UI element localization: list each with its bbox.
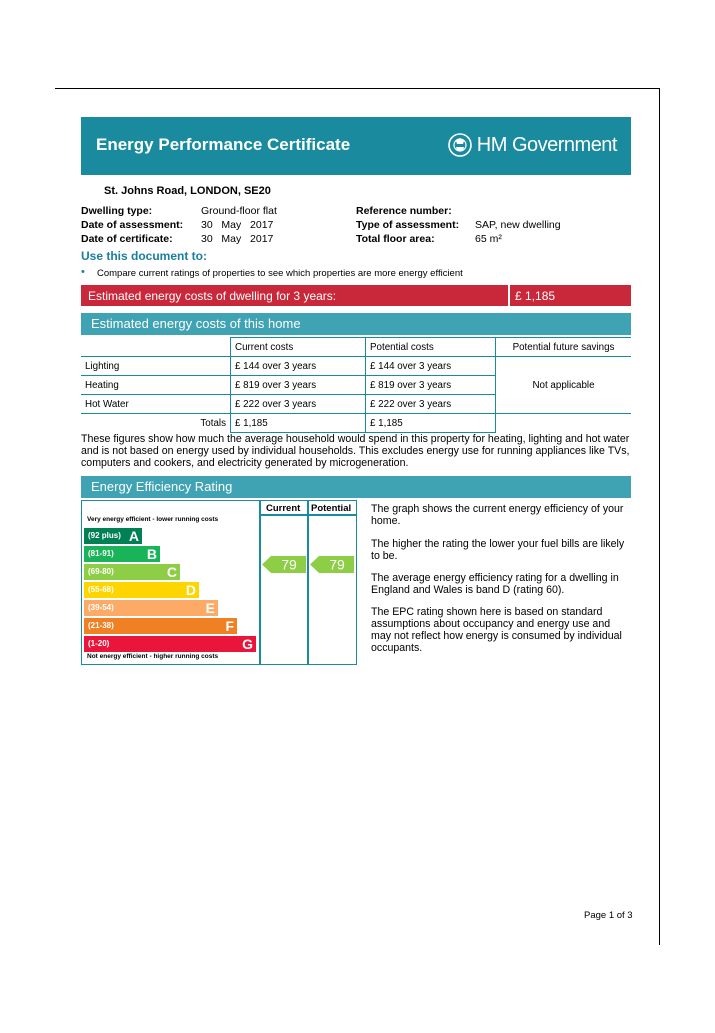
inefficient-caption: Not energy efficient - higher running costs [87, 653, 219, 660]
band-range: (39-54) [88, 603, 114, 612]
table-header-cell: Potential costs [366, 338, 496, 357]
rating-band-b [84, 546, 160, 562]
graph-note: The EPC rating shown here is based on standard assumptions about occupancy and energy use and may not reflect how energy is consumed by individual occupants. [371, 606, 622, 654]
row-current: £ 222 over 3 years [231, 395, 366, 414]
band-letter: B [146, 546, 157, 562]
property-address: St. Johns Road, LONDON, SE20 [104, 185, 271, 197]
type-assessment-label: Type of assessment: [356, 219, 460, 231]
divider [307, 500, 309, 665]
band-range: (69-80) [88, 567, 114, 576]
reference-row [356, 205, 475, 217]
divider [259, 500, 261, 665]
totals-label: Totals [81, 414, 231, 433]
potential-column-header: Potential [311, 503, 352, 514]
logo-text: HM Government [476, 133, 617, 156]
royal-crest-icon [447, 132, 473, 158]
band-range: (55-68) [88, 585, 114, 594]
date-certificate-value: 30 May 2017 [201, 233, 274, 245]
totals-potential: £ 1,185 [366, 414, 496, 433]
divider [259, 514, 357, 516]
date-certificate-row [81, 233, 273, 245]
costs-table [81, 337, 631, 433]
certificate-title: Energy Performance Certificate [96, 135, 351, 154]
savings-cell: Not applicable [496, 357, 632, 414]
page-number: Page 1 of 3 [584, 910, 633, 921]
dwelling-type-label: Dwelling type: [81, 205, 153, 217]
floor-area-label: Total floor area: [356, 233, 435, 245]
empty-cell [496, 414, 632, 433]
band-letter: G [242, 636, 253, 652]
band-letter: F [225, 618, 234, 634]
hm-government-logo [447, 132, 617, 158]
table-header-cell: Potential future savings [496, 338, 632, 357]
row-potential: £ 819 over 3 years [366, 376, 496, 395]
rating-section-header [81, 476, 631, 498]
cost-banner-label: Estimated energy costs of dwelling for 3 years: [88, 289, 337, 303]
certificate-header [81, 117, 631, 175]
use-document-title: Use this document to: [81, 249, 208, 263]
rating-band-g [84, 636, 256, 652]
rating-band-f [84, 618, 237, 634]
row-potential: £ 144 over 3 years [366, 357, 496, 376]
graph-note: The average energy efficiency rating for a dwelling in England and Wales is band D (rating 60). [371, 572, 619, 596]
floor-area-value: 65 m² [475, 233, 502, 245]
row-current: £ 144 over 3 years [231, 357, 366, 376]
potential-rating-value: 79 [329, 556, 345, 573]
row-name: Hot Water [81, 395, 231, 414]
totals-current: £ 1,185 [231, 414, 366, 433]
use-document-bullet: Compare current ratings of properties to see which properties are more energy efficient [97, 268, 463, 279]
potential-rating-arrow [310, 556, 354, 573]
current-column-header: Current [266, 503, 301, 514]
totals-row [81, 414, 631, 433]
date-certificate-label: Date of certificate: [81, 233, 173, 245]
dwelling-type-row [81, 205, 277, 217]
row-potential: £ 222 over 3 years [366, 395, 496, 414]
cost-explanation: These figures show how much the average household would spend in this property for heating, lighting and hot water and is not based on energy used by individual households. This excludes energy use for running appliances like TVs, computers and cookers, and electricity generated by microgeneration. [81, 433, 630, 469]
bullet-icon: • [81, 266, 85, 278]
date-assessment-row [81, 219, 273, 231]
costs-section-header [81, 313, 631, 335]
current-rating-value: 79 [281, 556, 297, 573]
type-assessment-row [356, 219, 561, 231]
graph-note: The graph shows the current energy efficiency of your home. [371, 503, 624, 527]
divider [508, 285, 510, 306]
date-assessment-value: 30 May 2017 [201, 219, 274, 231]
rating-band-a [84, 528, 142, 544]
dwelling-type-value: Ground-floor flat [201, 205, 277, 217]
graph-note: The higher the rating the lower your fuel bills are likely to be. [371, 538, 625, 562]
row-name: Heating [81, 376, 231, 395]
rating-band-c [84, 564, 180, 580]
band-letter: C [166, 564, 177, 580]
date-assessment-label: Date of assessment: [81, 219, 184, 231]
table-header-cell [81, 338, 231, 357]
page-border [659, 88, 660, 945]
efficient-caption: Very energy efficient - lower running costs [87, 516, 219, 523]
estimated-cost-banner [81, 285, 631, 306]
band-range: (81-91) [88, 549, 114, 558]
band-letter: E [205, 600, 215, 616]
row-current: £ 819 over 3 years [231, 376, 366, 395]
table-header-row [81, 338, 631, 357]
current-rating-arrow [262, 556, 306, 573]
band-letter: A [128, 528, 139, 544]
page-border [55, 88, 659, 89]
table-header-cell: Current costs [231, 338, 366, 357]
floor-area-row [356, 233, 502, 245]
band-letter: D [185, 582, 196, 598]
table-row [81, 357, 631, 376]
band-range: (21-38) [88, 621, 114, 630]
type-assessment-value: SAP, new dwelling [475, 219, 561, 231]
reference-label: Reference number: [356, 205, 452, 217]
band-range: (1-20) [88, 639, 110, 648]
costs-section-title: Estimated energy costs of this home [91, 316, 301, 331]
cost-banner-value: £ 1,185 [515, 289, 556, 303]
row-name: Lighting [81, 357, 231, 376]
rating-band-e [84, 600, 218, 616]
rating-band-d [84, 582, 199, 598]
rating-section-title: Energy Efficiency Rating [91, 479, 233, 494]
band-range: (92 plus) [88, 531, 121, 540]
